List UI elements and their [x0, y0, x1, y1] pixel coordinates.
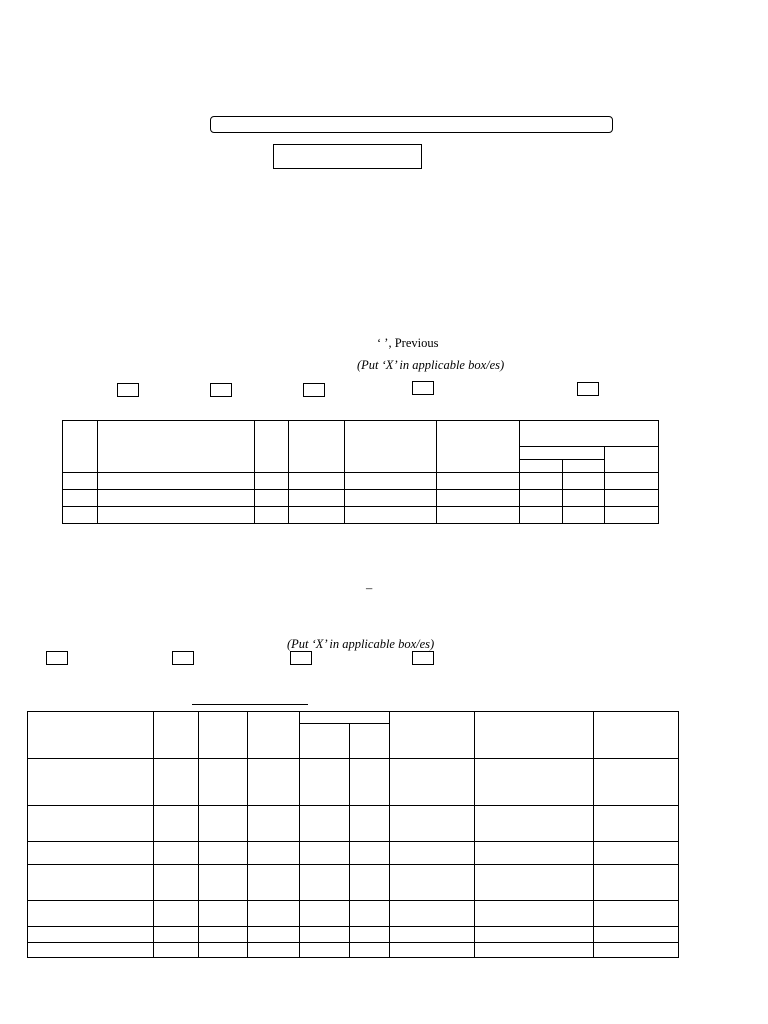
table-row [28, 901, 679, 927]
table-cell[interactable] [199, 927, 248, 943]
table-cell[interactable] [154, 759, 199, 806]
table-cell[interactable] [248, 943, 300, 958]
table-cell[interactable] [475, 806, 594, 842]
table-cell[interactable] [475, 927, 594, 943]
table-cell[interactable] [350, 901, 390, 927]
table-cell[interactable] [63, 473, 98, 490]
section2-checkbox-2[interactable] [172, 651, 194, 665]
table-cell[interactable] [98, 507, 255, 524]
section2-checkbox-1[interactable] [46, 651, 68, 665]
table-cell[interactable] [594, 759, 679, 806]
table-cell[interactable] [475, 901, 594, 927]
table-cell[interactable] [199, 806, 248, 842]
table-cell[interactable] [350, 806, 390, 842]
table-row [63, 490, 659, 507]
table-cell[interactable] [437, 507, 520, 524]
table-cell[interactable] [300, 865, 350, 901]
header-cell [300, 724, 350, 759]
table-cell[interactable] [520, 490, 563, 507]
header-cell [289, 421, 345, 473]
table-cell[interactable] [199, 865, 248, 901]
table-cell[interactable] [154, 901, 199, 927]
table-cell[interactable] [594, 842, 679, 865]
table-cell[interactable] [594, 901, 679, 927]
table-cell[interactable] [98, 473, 255, 490]
table-cell[interactable] [28, 759, 154, 806]
header-cell [98, 421, 255, 473]
table-cell[interactable] [390, 842, 475, 865]
table-cell[interactable] [300, 806, 350, 842]
header-cell [255, 421, 289, 473]
table-cell[interactable] [390, 943, 475, 958]
table-cell[interactable] [390, 759, 475, 806]
table-cell[interactable] [594, 806, 679, 842]
table-cell[interactable] [28, 943, 154, 958]
table-cell[interactable] [248, 927, 300, 943]
header-cell [520, 447, 605, 460]
section1-checkbox-2[interactable] [210, 383, 232, 397]
table-cell[interactable] [154, 927, 199, 943]
header-cell [63, 421, 98, 473]
section1-header-row-1 [63, 421, 659, 447]
table-row [28, 759, 679, 806]
table-cell[interactable] [255, 473, 289, 490]
table-cell[interactable] [28, 842, 154, 865]
table-cell[interactable] [475, 865, 594, 901]
table-cell[interactable] [605, 507, 659, 524]
table-cell[interactable] [345, 473, 437, 490]
section1-checkbox-1[interactable] [117, 383, 139, 397]
section1-checkbox-5[interactable] [577, 382, 599, 396]
table-cell[interactable] [63, 490, 98, 507]
table-cell[interactable] [154, 865, 199, 901]
form-title-box [210, 116, 613, 133]
table-cell[interactable] [154, 806, 199, 842]
table-cell[interactable] [390, 927, 475, 943]
table-cell[interactable] [255, 490, 289, 507]
section2-dash: – [366, 581, 373, 595]
section1-table [62, 420, 659, 524]
table-cell[interactable] [300, 842, 350, 865]
table-cell[interactable] [605, 490, 659, 507]
table-cell[interactable] [199, 759, 248, 806]
header-cell [475, 712, 594, 759]
table-cell[interactable] [248, 759, 300, 806]
table-row [63, 473, 659, 490]
table-cell[interactable] [63, 507, 98, 524]
header-cell [300, 712, 390, 724]
table-cell[interactable] [563, 507, 605, 524]
table-cell[interactable] [300, 943, 350, 958]
table-cell[interactable] [28, 901, 154, 927]
header-cell [594, 712, 679, 759]
section1-heading-marks: ‘ ’, [377, 336, 395, 350]
table-cell[interactable] [248, 842, 300, 865]
header-cell [563, 460, 605, 473]
table-row [28, 927, 679, 943]
table-row [28, 842, 679, 865]
table-cell[interactable] [300, 759, 350, 806]
section2-checkbox-3[interactable] [290, 651, 312, 665]
table-cell[interactable] [594, 865, 679, 901]
table-cell[interactable] [28, 927, 154, 943]
header-cell [390, 712, 475, 759]
table-cell[interactable] [563, 473, 605, 490]
header-cell [520, 460, 563, 473]
table-cell[interactable] [437, 490, 520, 507]
section1-checkbox-4[interactable] [412, 381, 434, 395]
table-cell[interactable] [475, 943, 594, 958]
header-cell [199, 712, 248, 759]
table-row [28, 943, 679, 958]
table-cell[interactable] [594, 943, 679, 958]
table-cell[interactable] [390, 865, 475, 901]
table-cell[interactable] [248, 806, 300, 842]
table-cell[interactable] [289, 473, 345, 490]
table-cell[interactable] [520, 473, 563, 490]
section2-instruction: (Put ‘X’ in applicable box/es) [287, 637, 435, 651]
section2-underline [192, 704, 308, 705]
table-cell[interactable] [199, 901, 248, 927]
table-cell[interactable] [475, 842, 594, 865]
header-cell [520, 421, 659, 447]
table-cell[interactable] [350, 759, 390, 806]
table-row [63, 507, 659, 524]
table-cell[interactable] [255, 507, 289, 524]
table-cell[interactable] [350, 943, 390, 958]
header-cell [154, 712, 199, 759]
table-cell[interactable] [350, 927, 390, 943]
section2-table [27, 711, 679, 958]
table-cell[interactable] [390, 901, 475, 927]
table-cell[interactable] [345, 507, 437, 524]
table-cell[interactable] [248, 901, 300, 927]
table-cell[interactable] [345, 490, 437, 507]
header-cell [345, 421, 437, 473]
table-cell[interactable] [475, 759, 594, 806]
header-cell [605, 447, 659, 473]
table-cell[interactable] [28, 806, 154, 842]
table-cell[interactable] [350, 865, 390, 901]
section2-header-row-1 [28, 712, 679, 724]
table-cell[interactable] [390, 806, 475, 842]
form-subtitle-box [273, 144, 422, 169]
section1-heading [377, 336, 438, 351]
table-cell[interactable] [154, 943, 199, 958]
table-cell[interactable] [563, 490, 605, 507]
table-cell[interactable] [154, 842, 199, 865]
header-cell [350, 724, 390, 759]
section1-heading-text: Previous [394, 336, 439, 350]
table-cell[interactable] [199, 842, 248, 865]
table-cell[interactable] [520, 507, 563, 524]
table-cell[interactable] [300, 901, 350, 927]
table-row [28, 806, 679, 842]
header-cell [437, 421, 520, 473]
table-cell[interactable] [248, 865, 300, 901]
table-cell[interactable] [289, 490, 345, 507]
table-cell[interactable] [289, 507, 345, 524]
section2-checkbox-4[interactable] [412, 651, 434, 665]
table-cell[interactable] [594, 927, 679, 943]
table-row [28, 865, 679, 901]
table-cell[interactable] [98, 490, 255, 507]
header-cell [248, 712, 300, 759]
section1-checkbox-3[interactable] [303, 383, 325, 397]
table-cell[interactable] [350, 842, 390, 865]
table-cell[interactable] [199, 943, 248, 958]
table-cell[interactable] [437, 473, 520, 490]
header-cell [28, 712, 154, 759]
section1-instruction: (Put ‘X’ in applicable box/es) [357, 358, 505, 372]
table-cell[interactable] [605, 473, 659, 490]
table-cell[interactable] [300, 927, 350, 943]
table-cell[interactable] [28, 865, 154, 901]
